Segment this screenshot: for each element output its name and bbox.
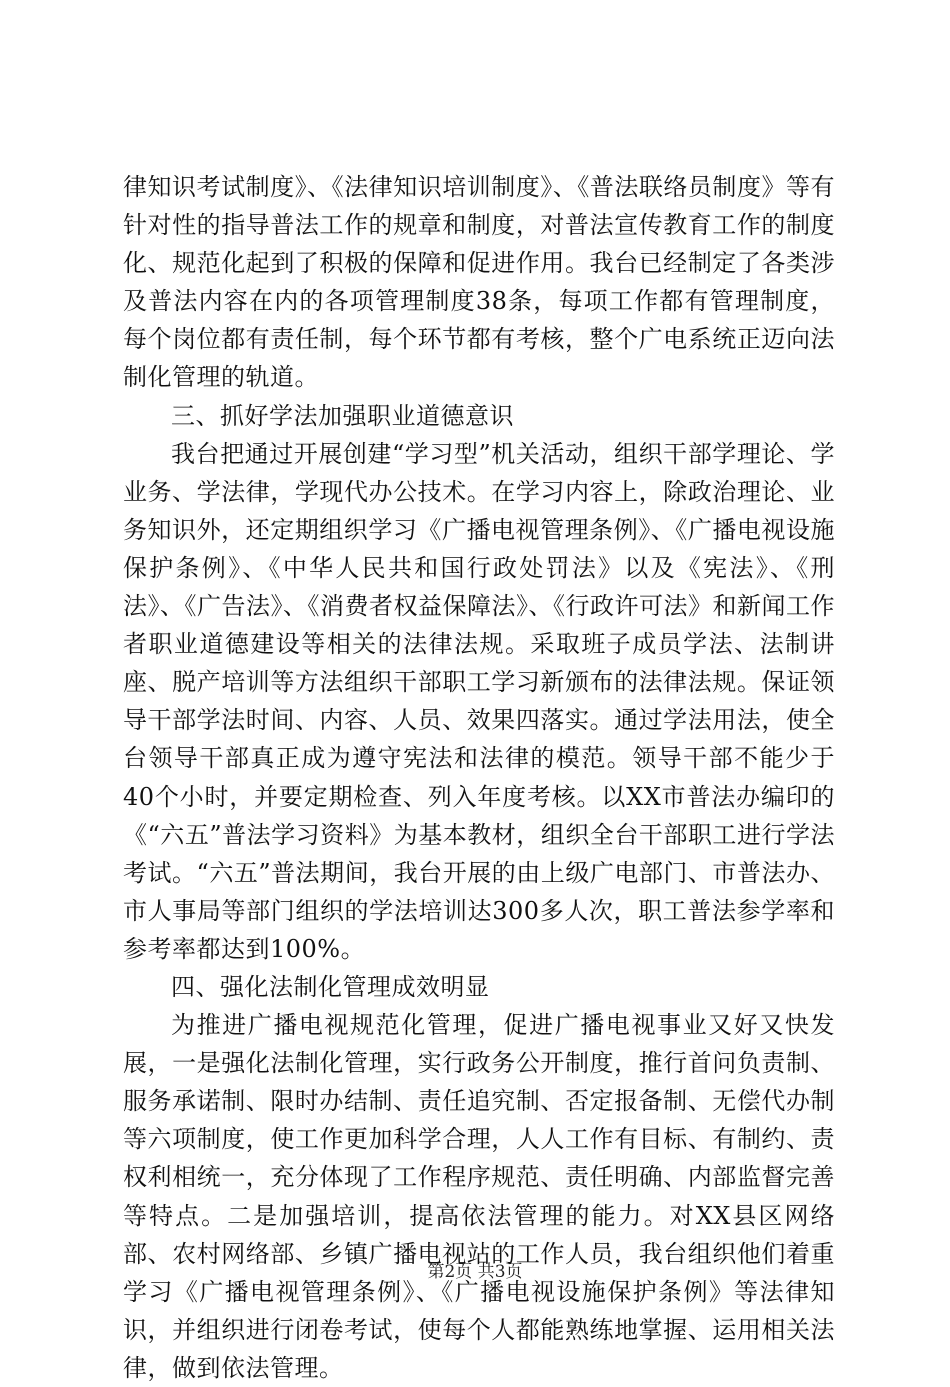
paragraph-regulations-continued: 律知识考试制度》、《法律知识培训制度》、《普法联络员制度》等有针对性的指导普法工作的规章和制度，对普法宣传教育工作的制度化、规范化起到了积极的保障和促进作用。我台已经制定了各类涉及普法内容在内的各项管理制度38条，每项工作都有管理制度，每个岗位都有责任制，每个环节都有考核，整个广电系统正迈向法制化管理的轨道。: [123, 173, 835, 392]
section-heading-3: 三、抓好学法加强职业道德意识: [171, 401, 514, 430]
document-body: [123, 168, 835, 1387]
paragraph-study-law: 我台把通过开展创建“学习型”机关活动，组织干部学理论、学业务、学法律，学现代办公技术。在学习内容上，除政治理论、业务知识外，还定期组织学习《广播电视管理条例》、《广播电视设施保护条例》、《中华人民共和国行政处罚法》以及《宪法》、《刑法》、《广告法》、《消费者权益保障法》、《行政许可法》和新闻工作者职业道德建设等相关的法律法规。采取班子成员学法、法制讲座、脱产培训等方法组织干部职工学习新颁布的法律法规。保证领导干部学法时间、内容、人员、效果四落实。通过学法用法，使全台领导干部真正成为遵守宪法和法律的模范。领导干部不能少于40个小时，并要定期检查、列入年度考核。以XX市普法办编印的《“六五”普法学习资料》为基本教材，组织全台干部职工进行学法考试。“六五”普法期间，我台开展的由上级广电部门、市普法办、市人事局等部门组织的学法培训达300多人次，职工普法参学率和参考率都达到100%。: [123, 439, 835, 963]
page-number-footer: 第2页 共3页: [427, 1262, 523, 1282]
paragraph-legal-management: 为推进广播电视规范化管理，促进广播电视事业又好又快发展，一是强化法制化管理，实行政务公开制度，推行首问负责制、服务承诺制、限时办结制、责任追究制、否定报备制、无偿代办制等六项制度，使工作更加科学合理，人人工作有目标、有制约、责权利相统一，充分体现了工作程序规范、责任明确、内部监督完善等特点。二是加强培训，提高依法管理的能力。对XX县区网络部、农村网络部、乡镇广播电视站的工作人员，我台组织他们着重学习《广播电视管理条例》、《广播电视设施保护条例》等法律知识，并组织进行闭卷考试，使每个人都能熟练地掌握、运用相关法律，做到依法管理。: [123, 1011, 835, 1382]
section-heading-4: 四、强化法制化管理成效明显: [171, 972, 490, 1001]
